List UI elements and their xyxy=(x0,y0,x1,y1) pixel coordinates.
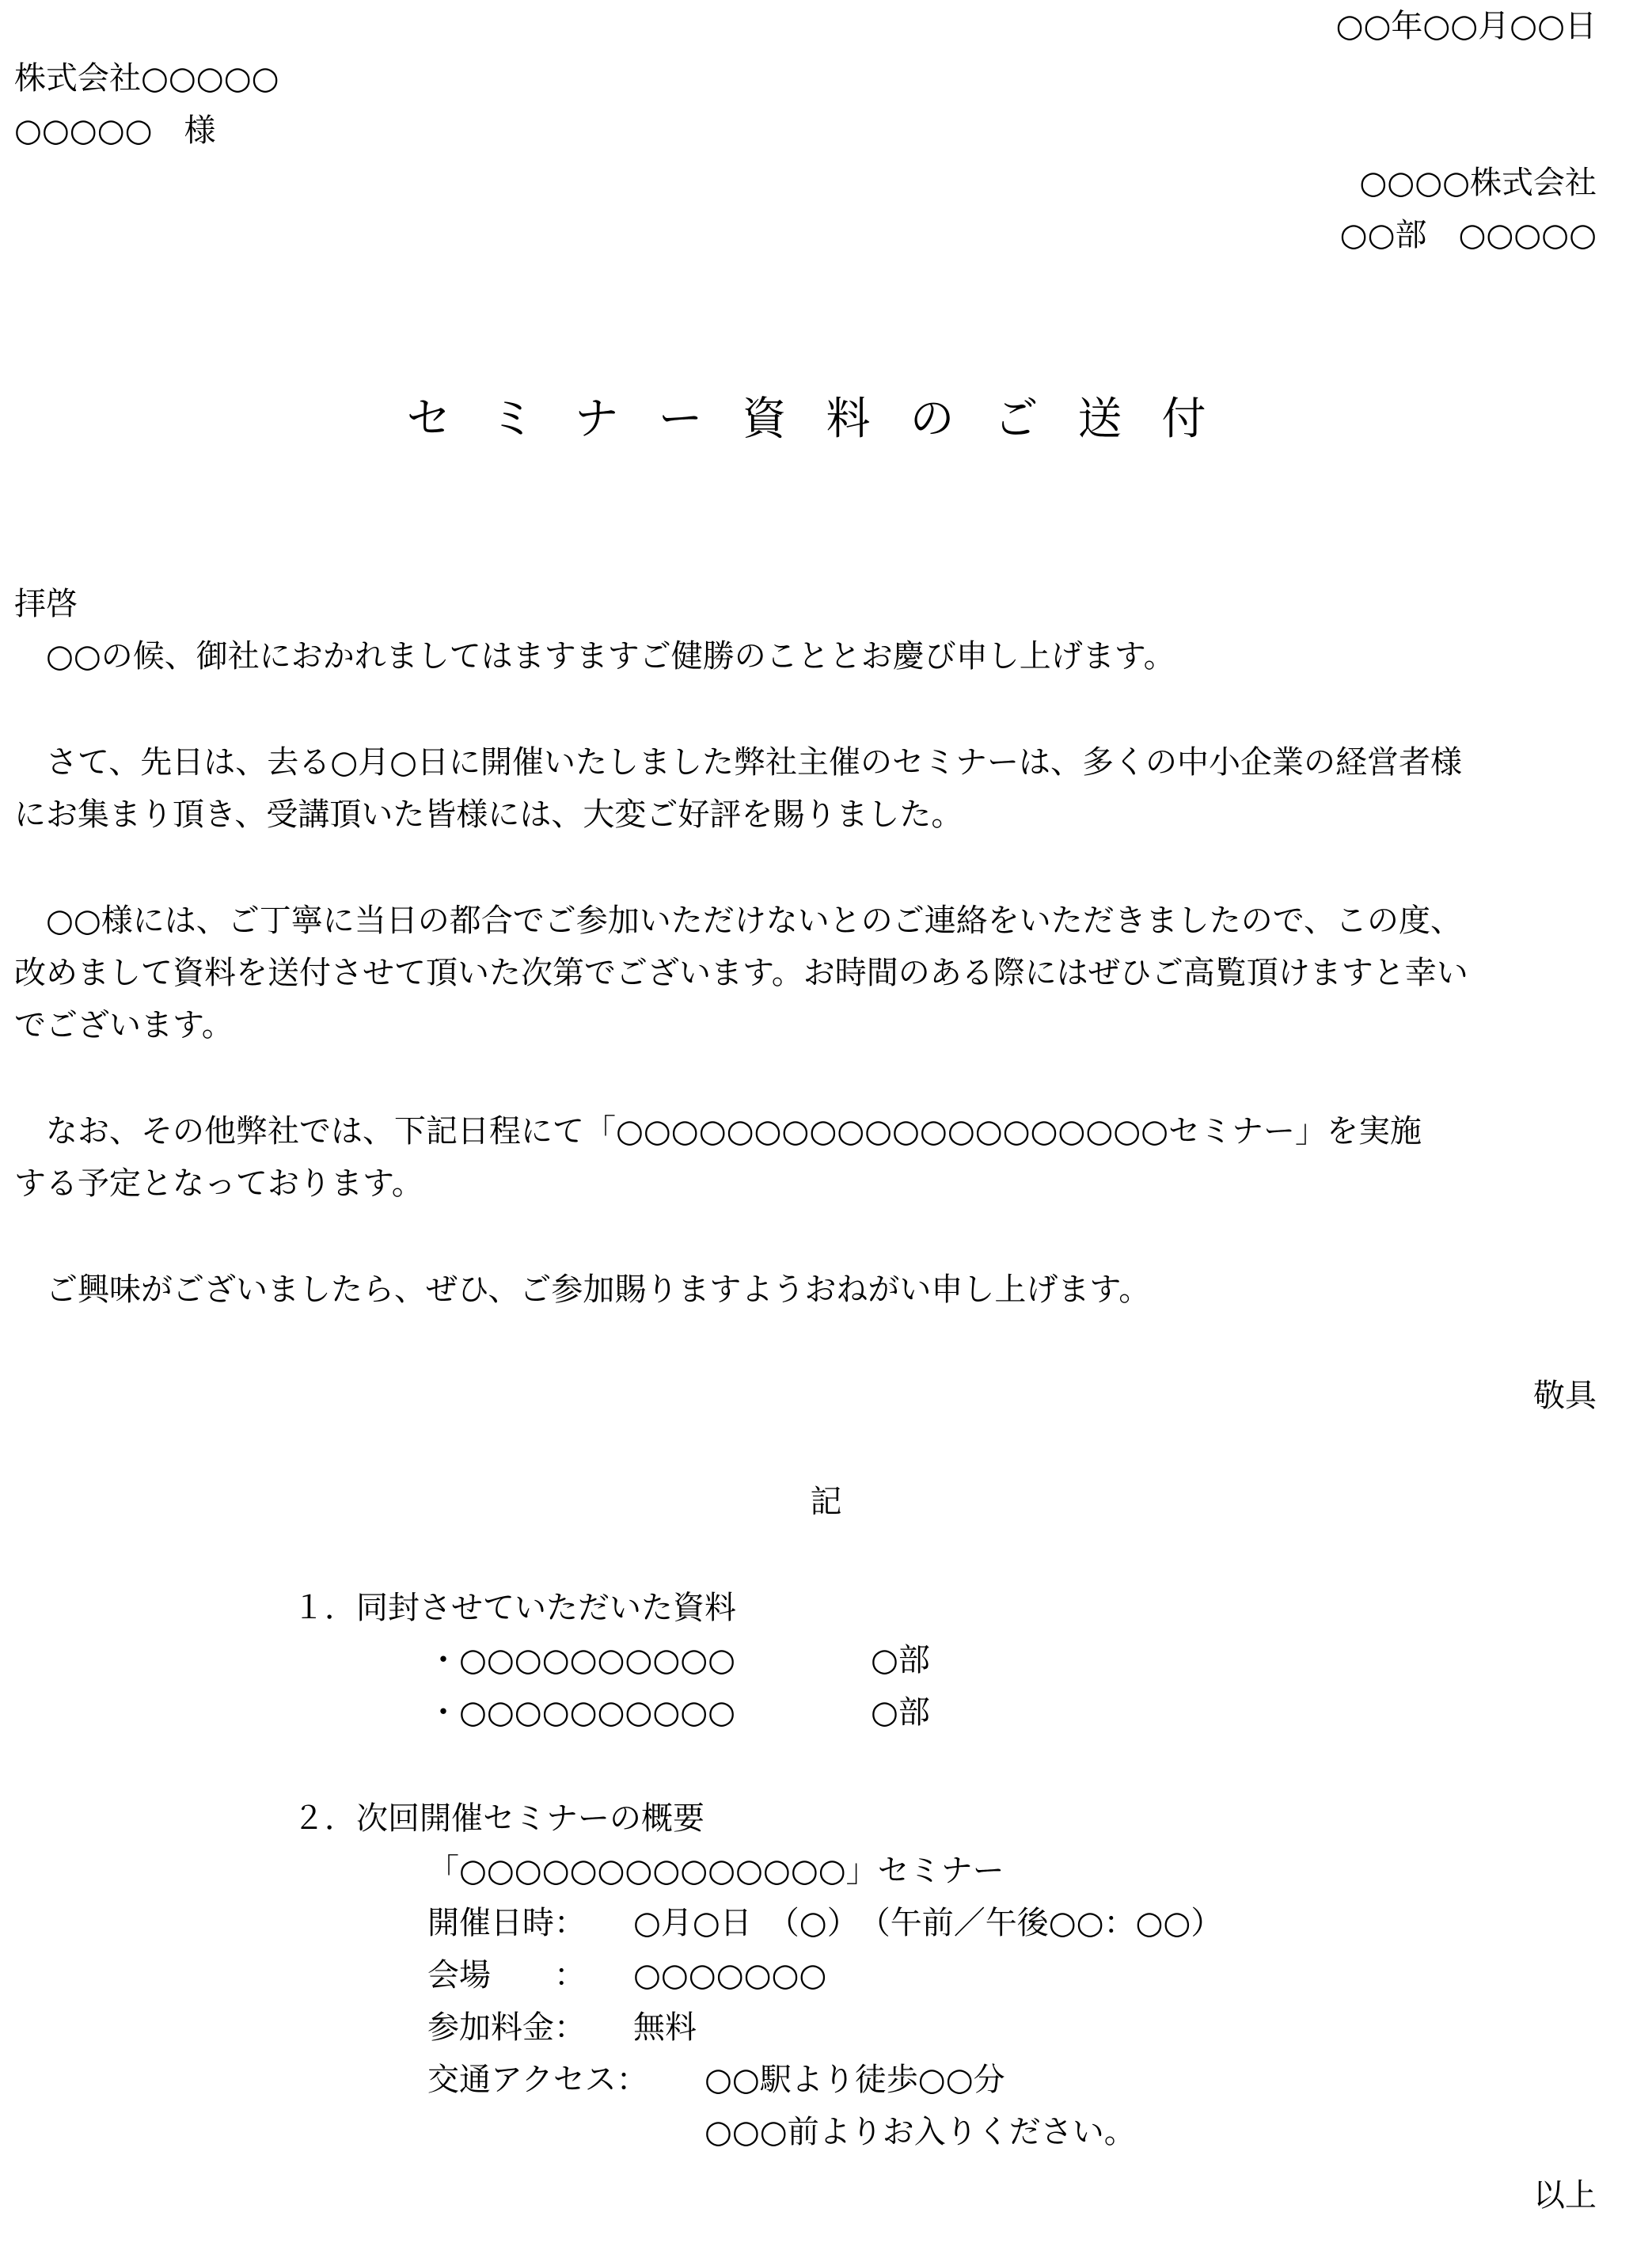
paragraph-3-line-3: でございます。 xyxy=(14,1007,234,1043)
paragraph-3-line-1: ○○様には、ご丁寧に当日の都合でご参加いただけないとのご連絡をいただきましたので、この度、 xyxy=(14,903,1463,939)
sender-department: ○○部 ○○○○○ xyxy=(1339,217,1597,253)
venue-value: ○○○○○○○ xyxy=(633,1957,827,1994)
access-label: 交通アクセス： xyxy=(427,2062,648,2098)
sender-company: ○○○○株式会社 xyxy=(1359,165,1597,201)
enclosure-item-qty: ○部 xyxy=(871,1694,930,1731)
section-1-title: １．同封させていただいた資料 xyxy=(293,1590,736,1626)
notes-heading: 記 xyxy=(810,1484,842,1520)
paragraph-4-line-1: なお、その他弊社では、下記日程にて「○○○○○○○○○○○○○○○○○○○○セミナー」を実施 xyxy=(14,1113,1422,1150)
venue-label: 会場 ： xyxy=(427,1957,586,1994)
section-2-title: ２．次回開催セミナーの概要 xyxy=(293,1800,704,1837)
paragraph-greeting: ○○の候、御社におかれましてはますますご健勝のこととお慶び申し上げます。 xyxy=(14,638,1175,675)
paragraph-closing-request: ご興味がございましたら、ぜひ、ご参加賜りますようおねがい申し上げます。 xyxy=(14,1271,1151,1308)
recipient-name: ○○○○○ 様 xyxy=(14,112,216,149)
closing-word: 敬具 xyxy=(1533,1378,1597,1414)
enclosure-item-name: ・○○○○○○○○○○ xyxy=(427,1642,736,1678)
end-mark: 以上 xyxy=(1533,2177,1597,2214)
enclosure-item-name: ・○○○○○○○○○○ xyxy=(427,1694,736,1731)
seminar-name: 「○○○○○○○○○○○○○○」セミナー xyxy=(427,1853,1004,1889)
datetime-value: ○月○日 （○） （午前／午後○○：○○） xyxy=(633,1905,1223,1941)
document-title: セミナー資料のご送付 xyxy=(406,393,1246,445)
fee-label: 参加料金： xyxy=(427,2009,586,2046)
enclosure-item-qty: ○部 xyxy=(871,1642,930,1678)
recipient-company: 株式会社○○○○○ xyxy=(14,60,279,97)
fee-value: 無料 xyxy=(633,2009,697,2046)
access-value: ○○○前よりお入りください。 xyxy=(704,2114,1136,2150)
paragraph-3-line-2: 改めまして資料を送付させて頂いた次第でございます。お時間のある際にはぜひご高覧頂けますと幸い xyxy=(14,955,1468,991)
access-value: ○○駅より徒歩○○分 xyxy=(704,2062,1005,2098)
paragraph-4-line-2: する予定となっております。 xyxy=(14,1165,423,1202)
datetime-label: 開催日時： xyxy=(427,1905,586,1941)
paragraph-2-line-1: さて、先日は、去る○月○日に開催いたしました弊社主催のセミナーは、多くの中小企業の経営者様 xyxy=(14,744,1463,781)
paragraph-2-line-2: にお集まり頂き、受講頂いた皆様には、大変ご好評を賜りました。 xyxy=(14,796,963,833)
salutation: 拝啓 xyxy=(14,586,78,622)
date: ○○年○○月○○日 xyxy=(1335,8,1597,44)
